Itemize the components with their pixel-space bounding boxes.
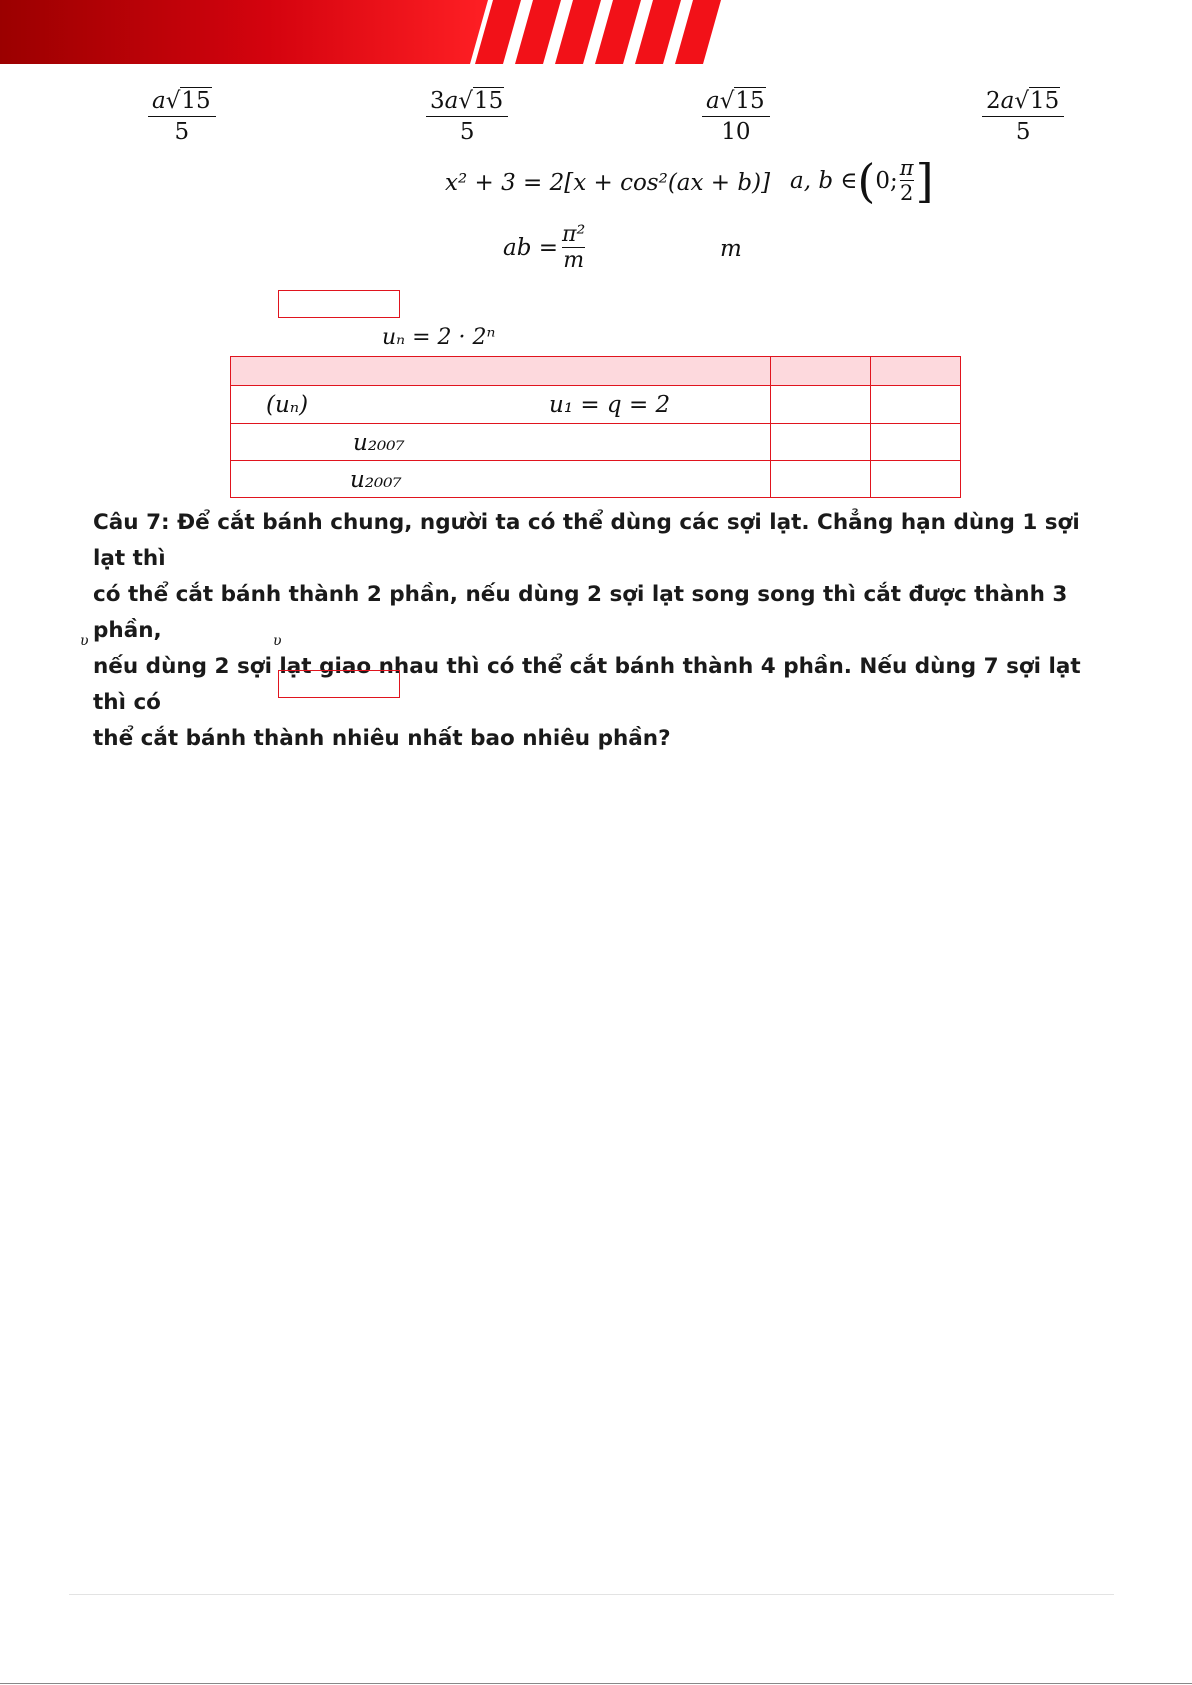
table-row bbox=[231, 424, 961, 461]
header-stripe-2 bbox=[515, 0, 561, 64]
table-cell-left: u₂₀₀₇ bbox=[350, 467, 402, 493]
table-header-row bbox=[231, 357, 961, 386]
question-7 bbox=[93, 505, 1093, 757]
answer-box bbox=[278, 290, 400, 318]
answer-box bbox=[278, 670, 400, 698]
stray-mark: υ bbox=[273, 633, 282, 649]
equation-lhs: x² + 3 = 2[x + cos²(ax + b)] bbox=[445, 170, 771, 196]
header-stripe-4 bbox=[595, 0, 641, 64]
table-row bbox=[231, 461, 961, 498]
true-false-table bbox=[230, 356, 961, 498]
table-cell-left: u₂₀₀₇ bbox=[353, 430, 405, 456]
question-line: nếu dùng 2 sợi lạt giao nhau thì có thể cắt bánh thành 4 phần. Nếu dùng 7 sợi lạt thì có bbox=[93, 654, 1081, 715]
stray-mark: υ bbox=[80, 633, 89, 649]
header-banner bbox=[0, 0, 1192, 64]
page-bottom-line bbox=[0, 1683, 1192, 1684]
table-cell-left: (uₙ) bbox=[266, 392, 309, 418]
equation-condition: a, b ∈ ( 0; π 2 ] bbox=[790, 153, 934, 208]
header-bar bbox=[0, 0, 488, 64]
footer-divider bbox=[69, 1594, 1114, 1595]
table-row bbox=[231, 386, 961, 424]
table-cell-right: u₁ = q = 2 bbox=[549, 392, 671, 418]
sequence-formula: uₙ = 2 · 2ⁿ bbox=[382, 325, 496, 350]
header-stripe-5 bbox=[635, 0, 681, 64]
option-d: 2a√15 5 bbox=[982, 88, 1064, 145]
ab-equation: ab = π² m bbox=[503, 222, 586, 273]
question-line: Câu 7: Để cắt bánh chung, người ta có thể dùng các sợi lạt. Chẳng hạn dùng 1 sợi lạt thì bbox=[93, 510, 1080, 571]
m-symbol: m bbox=[720, 236, 742, 262]
header-stripe-3 bbox=[555, 0, 601, 64]
option-b: 3a√15 5 bbox=[426, 88, 508, 145]
option-c: a√15 10 bbox=[702, 88, 770, 145]
question-line: thể cắt bánh thành nhiêu nhất bao nhiêu phần? bbox=[93, 726, 671, 751]
header-stripe-6 bbox=[675, 0, 721, 64]
question-line: có thể cắt bánh thành 2 phần, nếu dùng 2 sợi lạt song song thì cắt được thành 3 phần, bbox=[93, 582, 1068, 643]
option-a: a√15 5 bbox=[148, 88, 216, 145]
